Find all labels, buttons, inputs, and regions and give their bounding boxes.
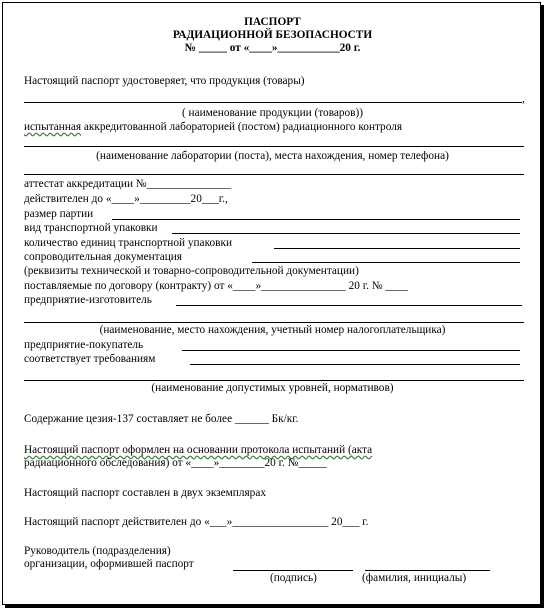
pack-type-label: вид транспортной упаковки	[24, 222, 158, 234]
lab-line-2[interactable]	[24, 174, 524, 175]
tested-rest: аккредитованной лабораторией (постом) радиационного контроля	[81, 121, 403, 133]
name-line[interactable]	[365, 570, 490, 571]
doc-number-date: № _____ от «____»___________20 г.	[184, 42, 361, 54]
complies-line-2[interactable]	[24, 380, 524, 381]
name-caption: (фамилия, инициалы)	[362, 572, 467, 584]
signature-line[interactable]	[233, 570, 353, 571]
buyer-line[interactable]	[182, 350, 520, 351]
levels-caption: (наименование допустимых уровней, нормативов)	[151, 382, 394, 394]
lab-line[interactable]	[24, 146, 524, 147]
signature-caption: (подпись)	[270, 572, 317, 584]
batch-line[interactable]	[112, 219, 520, 220]
doc-title: ПАСПОРТ	[244, 16, 301, 28]
manufacturer-caption: (наименование, место нахождения, учетный номер налогоплательщика)	[99, 324, 446, 336]
basis-text-2: радиационного обследования) от «____»________20 г. №_____	[24, 457, 327, 469]
tested-text	[24, 121, 402, 134]
validity-text: Настоящий паспорт действителен до «___»_________________ 20___ г.	[24, 516, 369, 528]
basis-text-1-content: Настоящий паспорт оформлен на основании протокола испытаний (акта	[24, 444, 373, 456]
head-title-2: организации, оформившей паспорт	[24, 558, 194, 570]
manufacturer-line[interactable]	[176, 305, 522, 306]
basis-text-1	[24, 444, 372, 457]
cert-field: аттестат аккредитации №_______________	[24, 178, 232, 190]
valid-until-field: действителен до «____»_________20___г.,	[24, 193, 228, 205]
tested-word: испытанная	[24, 121, 82, 133]
buyer-label: предприятие-покупатель	[24, 339, 144, 351]
docs-caption: (реквизиты технической и товарно-сопроводительной документации)	[24, 265, 359, 277]
lab-caption: (наименование лаборатории (поста), места нахождения, номер телефона)	[96, 150, 449, 162]
contract-field: поставляемые по договору (контракту) от «____»_______________ 20 г. № ____	[24, 280, 408, 292]
head-title-1: Руководитель (подразделения)	[24, 545, 171, 557]
complies-line[interactable]	[190, 364, 520, 365]
docs-line[interactable]	[252, 262, 520, 263]
pack-type-line[interactable]	[172, 233, 520, 234]
copies-text: Настоящий паспорт составлен в двух экземплярах	[24, 487, 266, 499]
doc-subtitle: РАДИАЦИОННОЙ БЕЗОПАСНОСТИ	[172, 29, 373, 41]
product-caption: ( наименование продукции (товаров))	[181, 107, 364, 119]
intro-text: Настоящий паспорт удостоверяет, что продукция (товары)	[24, 75, 305, 87]
complies-label: соответствует требованиям	[24, 353, 156, 365]
batch-label: размер партии	[24, 208, 94, 220]
intro-comma: ,	[522, 93, 525, 105]
docs-label: сопроводительная документация	[24, 251, 183, 263]
pack-count-label: количество единиц транспортной упаковки	[24, 237, 233, 249]
pack-count-line[interactable]	[274, 248, 520, 249]
cesium-text: Содержание цезия-137 составляет не более ______ Бк/кг.	[24, 413, 299, 425]
manufacturer-line-2[interactable]	[24, 322, 524, 323]
manufacturer-label: предприятие-изготовитель	[24, 294, 152, 306]
product-line[interactable]	[24, 102, 522, 103]
